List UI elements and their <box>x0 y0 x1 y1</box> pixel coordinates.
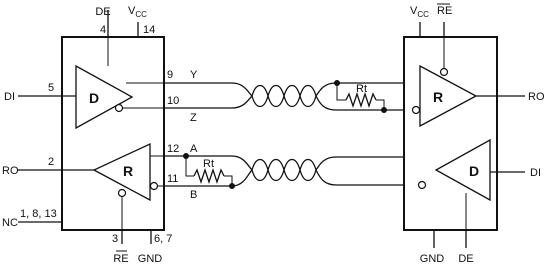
left-driver-label: D <box>88 90 100 106</box>
left-re-pin-number: 3 <box>112 233 119 245</box>
left-receiver-inverting-bubble <box>151 183 158 190</box>
left-a-pin-number: 12 <box>167 143 180 155</box>
left-re-label: RE <box>113 253 129 265</box>
left-vcc-label: $V_{CC}$ <box>128 5 147 19</box>
right-gnd-label: GND <box>419 253 445 265</box>
right-vcc-label: $V_{CC}$ <box>410 5 429 19</box>
bus-top-twist-b <box>252 86 316 107</box>
left-ro-label: RO <box>2 165 19 177</box>
right-receiver-label: R <box>432 89 444 105</box>
right-driver-inverting-bubble <box>419 182 426 189</box>
bus-a-label: A <box>190 143 198 155</box>
left-y-pin-number: 9 <box>167 69 174 81</box>
right-re-bubble <box>441 69 448 76</box>
left-ro-pin-number: 2 <box>48 156 55 168</box>
rt-bottom-label: Rt <box>203 158 214 170</box>
left-receiver-label: R <box>122 163 134 179</box>
left-nc-label: NC <box>2 217 18 229</box>
right-ro-label: RO <box>528 91 545 103</box>
rt-bottom-lead-left <box>186 156 194 176</box>
left-ic-body <box>62 37 164 230</box>
rt-top-label: Rt <box>356 83 367 95</box>
left-gnd-pin-number: 6, 7 <box>154 233 173 245</box>
left-re-bubble <box>119 190 126 197</box>
right-ic-body <box>404 37 497 230</box>
left-de-label: DE <box>95 6 111 18</box>
left-di-pin-number: 5 <box>48 82 55 94</box>
bus-z-label: Z <box>190 112 197 124</box>
right-driver-label: D <box>468 163 480 179</box>
bus-y-label: Y <box>190 69 198 81</box>
left-nc-pin-number: 1, 8, 13 <box>20 208 57 220</box>
bus-b-line-right <box>316 170 418 185</box>
left-driver-inverting-bubble <box>116 105 123 112</box>
right-di-label: DI <box>530 167 541 179</box>
rt-top-resistor <box>346 94 376 106</box>
right-re-label: RE <box>437 5 453 17</box>
left-vcc-pin-number: 14 <box>143 24 156 36</box>
left-b-pin-number: 11 <box>167 173 179 185</box>
right-de-label: DE <box>458 253 474 265</box>
left-de-pin-number: 4 <box>100 24 107 36</box>
left-di-label: DI <box>4 91 15 103</box>
bus-b-label: B <box>190 189 198 201</box>
bus-bottom-twist-b <box>252 160 316 181</box>
left-gnd-label: GND <box>137 253 163 265</box>
rt-bottom-resistor <box>194 170 224 182</box>
right-receiver-inverting-bubble <box>413 107 420 114</box>
left-z-pin-number: 10 <box>167 95 180 107</box>
